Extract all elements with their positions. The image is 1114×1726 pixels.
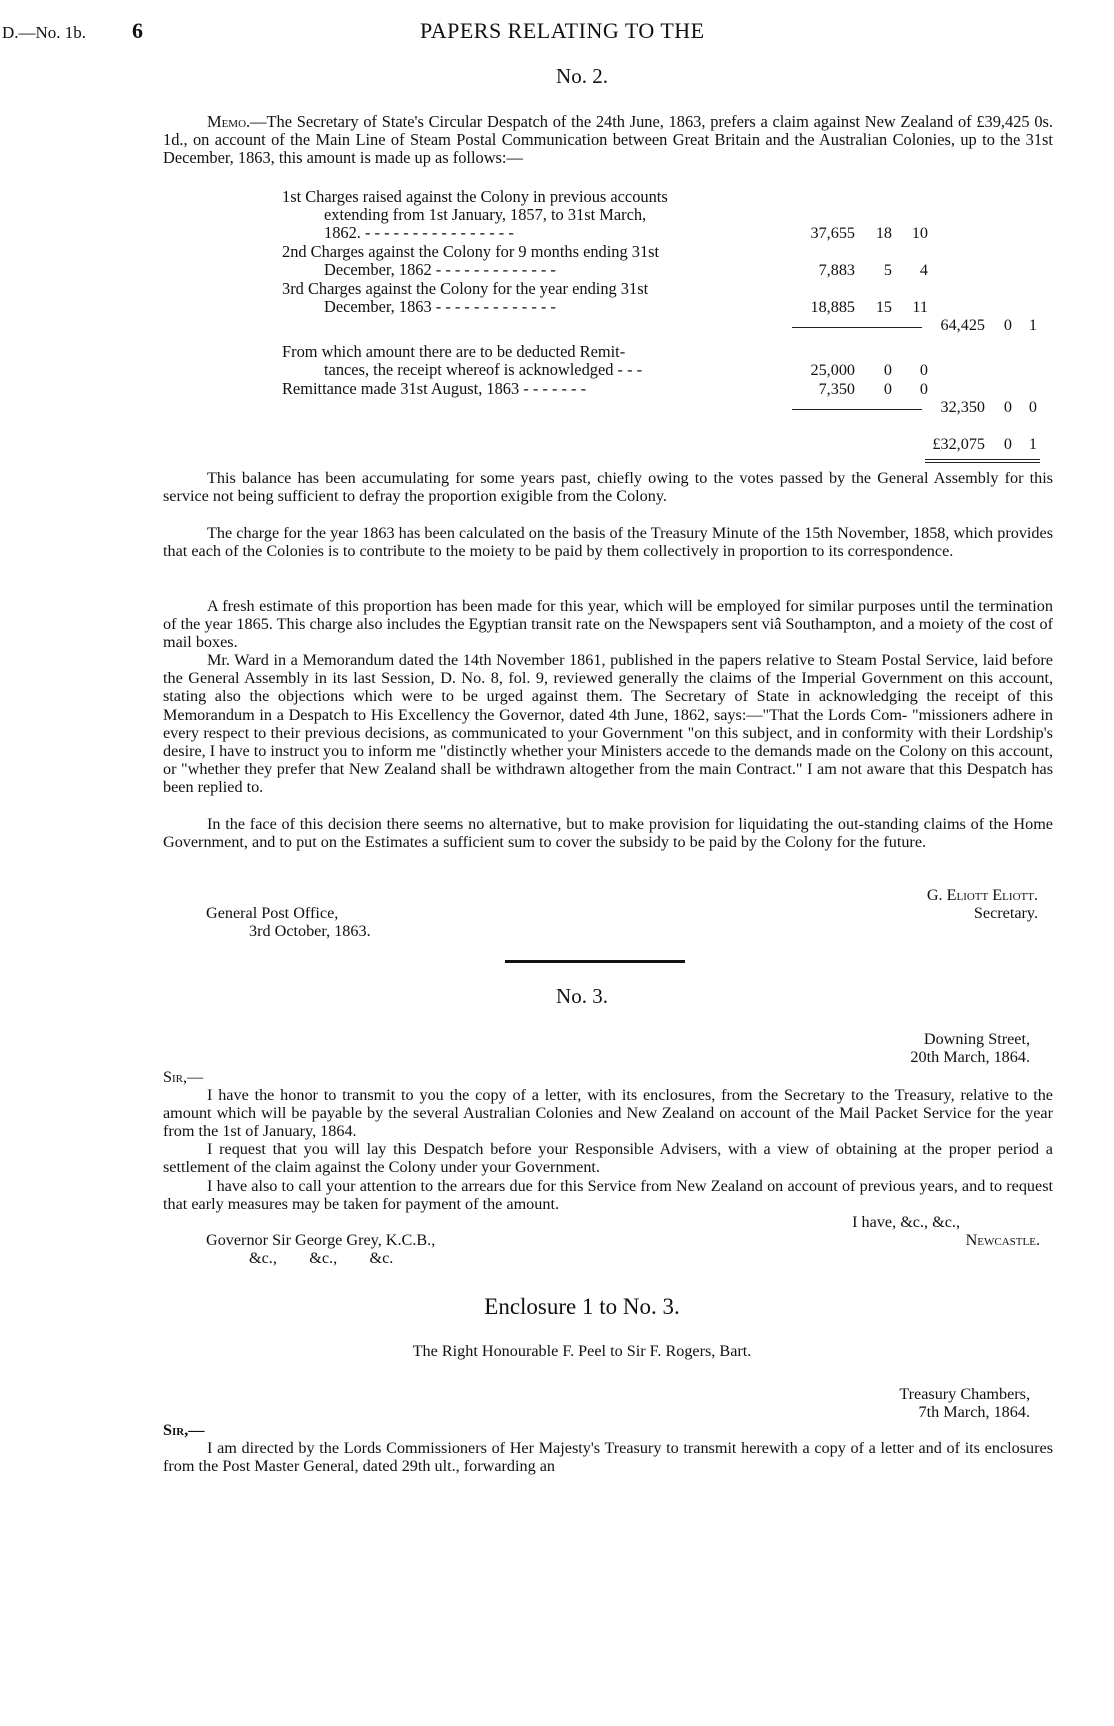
deduction-row-2: Remittance made 31st August, 1863 - - - - - - -: [282, 379, 587, 398]
memo-paragraph: [163, 113, 1053, 168]
balance-shillings: 0: [1003, 435, 1012, 453]
subtotal-2-pence: 0: [1028, 398, 1037, 416]
balance-rule-2: [925, 462, 1040, 463]
running-title: PAPERS RELATING TO THE: [420, 18, 705, 43]
section-heading-no3: No. 3.: [556, 984, 608, 1008]
deduction-2-pence: 0: [919, 380, 928, 398]
enclosure-address-line2: 7th March, 1864.: [918, 1403, 1030, 1421]
charge-2-shillings: 5: [883, 261, 892, 279]
deduction-row-1: From which amount there are to be deducted Remit- tances, the receipt whereof is acknowledged - - -: [282, 342, 643, 380]
enclosure-salutation: Sir,—: [163, 1421, 205, 1439]
no3-recipient-line1: Governor Sir George Grey, K.C.B.,: [206, 1231, 436, 1249]
charge-3-pence: 11: [912, 298, 928, 316]
no3-recipient-line2: &c., &c., &c.: [249, 1249, 394, 1267]
no2-paragraph-1: This balance has been accumulating for some years past, chiefly owing to the votes passed by the General Assembly for this service not being sufficient to defray the proportion exigible from the Colony.: [163, 469, 1053, 506]
subtotal-rule-2: [792, 409, 922, 410]
subtotal-2-pounds: 32,350: [940, 398, 985, 416]
date-line: 3rd October, 1863.: [249, 922, 371, 940]
charge-row-3: 3rd Charges against the Colony for the year ending 31st December, 1863 - - - - - - - - - - - - -: [282, 279, 649, 317]
no3-address-line2: 20th March, 1864.: [910, 1048, 1030, 1066]
deduction-2-shillings: 0: [883, 380, 892, 398]
no2-paragraph-3: A fresh estimate of this proportion has been made for this year, which will be employed for similar purposes until the termination of the year 1865. This charge also includes the Egyptian transit rate on the Newspapers sent viâ Southampton, and a moiety of the cost of mail boxes.: [163, 597, 1053, 652]
no3-paragraph-2: I request that you will lay this Despatch before your Responsible Advisers, with a view of obtaining at the proper period a settlement of the claim against the Colony under your Government.: [163, 1140, 1053, 1177]
subtotal-2-shillings: 0: [1003, 398, 1012, 416]
charge-3-pounds: 18,885: [810, 298, 855, 316]
memo-label: Memo.: [207, 112, 251, 131]
place-line: General Post Office,: [206, 904, 339, 922]
no2-paragraph-4: Mr. Ward in a Memorandum dated the 14th November 1861, published in the papers relative to Steam Postal Service, laid before the General Assembly in its last Session, D. No. 8, fol. 9, reviewed generally the claims of the Imperial Government on this account, stating also the objections which were to be urged against them. The Secretary of State in acknowledging the receipt of this Memorandum in a Despatch to His Excellency the Governor, dated 4th June, 1862, says:—"That the Lords Com- "missioners adhere in every respect to their previous decisions, as communicated to your Government "on this subject, and in conformity with their Lordship's desire, I have to instruct you to inform me "distinctly whether your Ministers accede to the demands made on the Colony on this account, or "whether they prefer that New Zealand shall be withdrawn altogether from the main Contract." I am not aware that this Despatch has been replied to.: [163, 651, 1053, 797]
charge-2-pence: 4: [919, 261, 928, 279]
subtotal-rule-1: [792, 327, 922, 328]
enclosure-paragraph: I am directed by the Lords Commissioners of Her Majesty's Treasury to transmit herewith a copy of a letter and of its enclosures from the Post Master General, dated 29th ult., forwarding an: [163, 1439, 1053, 1476]
subtotal-1-shillings: 0: [1003, 316, 1012, 334]
deduction-1-pence: 0: [919, 361, 928, 379]
deduction-1-shillings: 0: [883, 361, 892, 379]
memo-text: —The Secretary of State's Circular Despatch of the 24th June, 1863, prefers a claim against New Zealand of £39,425 0s. 1d., on account of the Main Line of Steam Postal Communication between Great Britain and the Australian Colonies, up to the 31st December, 1863, this amount is made up as follows:—: [163, 112, 1053, 168]
no3-closing: I have, &c., &c.,: [852, 1213, 960, 1231]
deduction-1-pounds: 25,000: [810, 361, 855, 379]
deduction-2-pounds: 7,350: [818, 380, 855, 398]
section-divider: [505, 960, 685, 963]
charge-1-shillings: 18: [875, 224, 892, 242]
subtotal-1-pence: 1: [1028, 316, 1037, 334]
document-reference: D.—No. 1b.: [2, 23, 87, 42]
no3-address-line1: Downing Street,: [923, 1030, 1030, 1048]
enclosure-heading: Enclosure 1 to No. 3.: [484, 1294, 680, 1319]
balance-pence: 1: [1028, 435, 1037, 453]
subtotal-1-pounds: 64,425: [940, 316, 985, 334]
no3-paragraph-3: I have also to call your attention to the arrears due for this Service from New Zealand on account of previous years, and to request that early measures may be taken for payment of the amount.: [163, 1177, 1053, 1214]
no3-paragraph-1: I have the honor to transmit to you the copy of a letter, with its enclosures, from the Secretary to the Treasury, relative to the amount which will be payable by the several Australian Colonies and New Zealand on account of the Mail Packet Service for the year from the 1st of January, 1864.: [163, 1086, 1053, 1141]
charge-1-pence: 10: [911, 224, 928, 242]
charge-1-pounds: 37,655: [810, 224, 855, 242]
no2-paragraph-5: In the face of this decision there seems no alternative, but to make provision for liquidating the out-standing claims of the Home Government, and to put on the Estimates a sufficient sum to cover the subsidy to be paid by the Colony for the future.: [163, 815, 1053, 852]
balance-pounds: £32,075: [932, 435, 985, 453]
charge-3-shillings: 15: [875, 298, 892, 316]
page-number: 6: [132, 18, 143, 43]
enclosure-subheading: The Right Honourable F. Peel to Sir F. Rogers, Bart.: [412, 1342, 752, 1360]
balance-rule-1: [925, 459, 1040, 460]
signature-title: Secretary.: [973, 904, 1038, 922]
charge-row-2: 2nd Charges against the Colony for 9 months ending 31st December, 1862 - - - - - - - - - - - - -: [282, 242, 660, 280]
enclosure-address-line1: Treasury Chambers,: [899, 1385, 1030, 1403]
no3-salutation: Sir,—: [163, 1068, 204, 1086]
charge-row-1: 1st Charges raised against the Colony in previous accounts extending from 1st January, 1857, to 31st March, 1862. - - - - - - - - - - - - - - - -: [282, 187, 668, 243]
charge-2-pounds: 7,883: [818, 261, 855, 279]
no2-paragraph-2: The charge for the year 1863 has been calculated on the basis of the Treasury Minute of the 15th November, 1858, which provides that each of the Colonies is to contribute to the moiety to be paid by them collectively in proportion to its correspondence.: [163, 524, 1053, 561]
no3-signatory: Newcastle.: [965, 1231, 1040, 1249]
section-heading-no2: No. 2.: [556, 64, 608, 88]
signature-name: G. Eliott Eliott.: [926, 886, 1038, 904]
